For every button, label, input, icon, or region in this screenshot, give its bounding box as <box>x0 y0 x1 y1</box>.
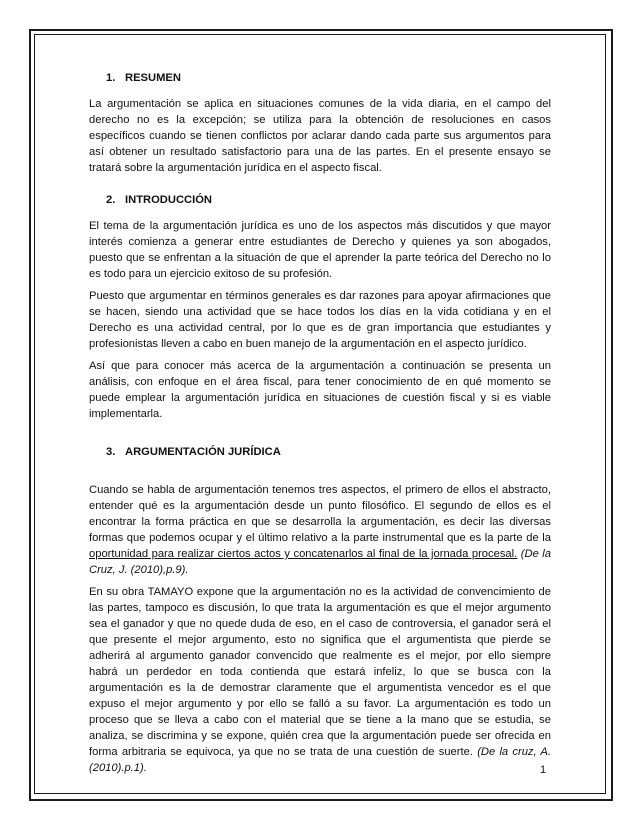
section-number: 3. <box>106 446 116 458</box>
paragraph-text: En su obra TAMAYO expone que la argumentación no es la actividad de convencimiento de las partes, tampoco es discusión, lo que trata la argumentación es que el mejor argumento sea el ganador y que no quede duda de eso, en el caso de controversia, el ganador será el que presente el mejor argumento, esto no significa que el argumentista que pierde se adherirá al argumento ganador convencido que realmente es el mejor, por ello siempre habrá un perdedor en toda contienda que estará infeliz, lo que se busca con la argumentación es la de demostrar claramente que el argumentista vencedor es el que expuso el mejor argumento y por ello se falló a su favor. La argumentación es todo un proceso que se lleva a cabo con el material que se tiene a la mano que se estudia, se analiza, se discrimina y se expone, quién crea que la argumentación puede ser ofrecida en forma arbitraria se equivoca, ya que no se trata de una cuestión de suerte. <box>89 586 551 758</box>
section-number: 1. <box>106 72 116 84</box>
section-heading-argumentacion-juridica <box>89 444 551 460</box>
underlined-text: oportunidad para realizar ciertos actos y concatenarlos al final de la jornada procesal. <box>89 548 518 560</box>
section-number: 2. <box>106 194 116 206</box>
section-heading-resumen <box>89 70 551 86</box>
section-title: ARGUMENTACIÓN JURÍDICA <box>125 446 281 458</box>
paragraph: Así que para conocer más acerca de la argumentación a continuación se presenta un análisis, con enfoque en el área fiscal, para tener conocimiento de en qué momento se puede emplear la argumentación jurídica en situaciones de cuestión fiscal y si es viable implementarla. <box>89 360 551 420</box>
paragraph: El tema de la argumentación jurídica es uno de los aspectos más discutidos y que mayor interés comienza a generar entre estudiantes de Derecho y quienes ya son abogados, puesto que se enfrentan a la situación de que el aprender la parte teórica del Derecho no lo es todo para un ejercicio exitoso de su profesión. <box>89 220 551 280</box>
paragraph: La argumentación se aplica en situaciones comunes de la vida diaria, en el campo del derecho no es la excepción; se utiliza para la obtención de resoluciones en casos específicos cuando se tienen conflictos por aclarar dando cada parte sus argumentos para así obtener un resultado satisfactorio para una de las partes. En el presente ensayo se tratará sobre la argumentación jurídica en el aspecto fiscal. <box>89 98 551 174</box>
paragraph <box>89 584 551 776</box>
citation: (De la Cruz, J. (2010),p.9). <box>89 548 552 576</box>
section-title: RESUMEN <box>125 72 181 84</box>
page-number: 1 <box>540 764 547 776</box>
section-title: INTRODUCCIÓN <box>125 194 213 206</box>
citation: (De la cruz, A. (2010).p.1). <box>89 746 552 774</box>
document-body <box>89 70 551 776</box>
paragraph <box>89 482 551 578</box>
section-heading-introduccion <box>89 192 551 208</box>
paragraph: Puesto que argumentar en términos generales es dar razones para apoyar afirmaciones que se hacen, siendo una actividad que se hace todos los días en la vida cotidiana y en el Derecho es una actividad central, por lo que es de gran importancia que estudiantes y profesionistas lleven a cabo en buen manejo de la argumentación en el aspecto jurídico. <box>89 290 551 350</box>
paragraph-text: Cuando se habla de argumentación tenemos tres aspectos, el primero de ellos el abstracto, entender qué es la argumentación desde un punto filosófico. El segundo de ellos es el encontrar la forma práctica en que se desarrolla la argumentación, es decir las diversas formas que podemos ocupar y el último relativo a la parte instrumental que es la parte de la <box>89 484 551 544</box>
